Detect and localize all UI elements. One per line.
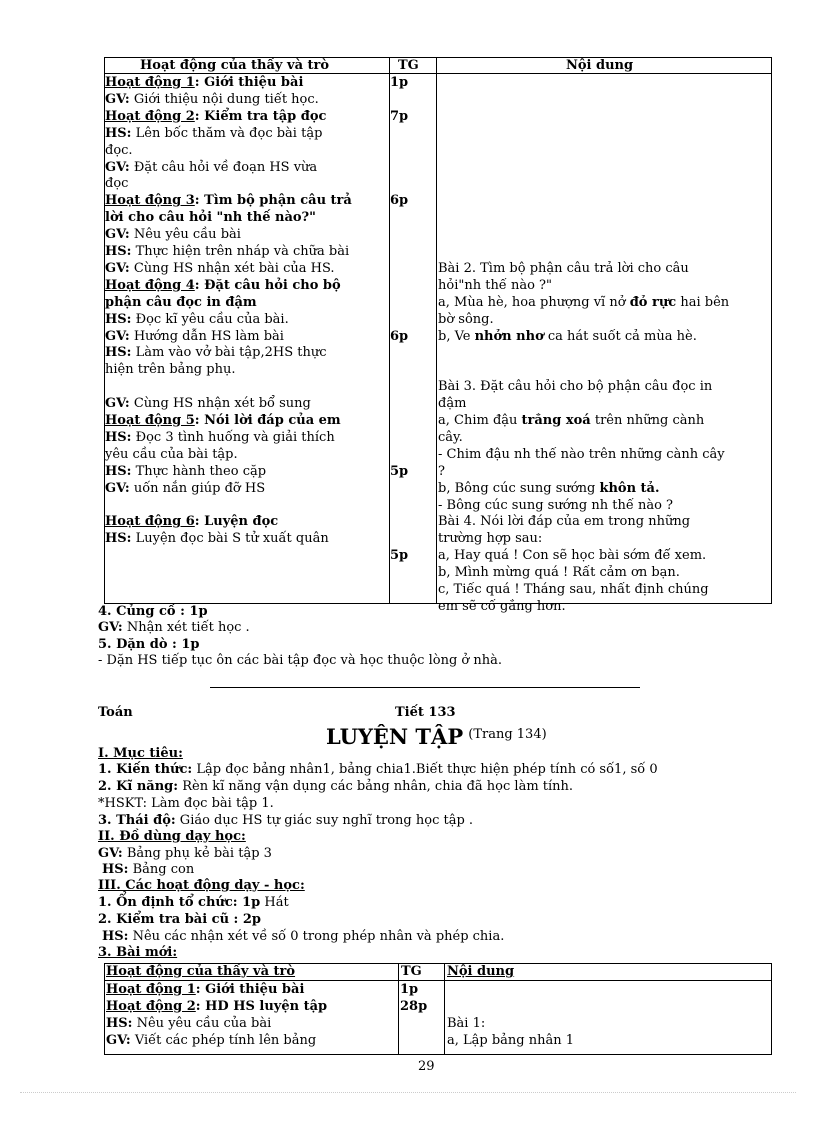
table1-activity-line bbox=[105, 261, 335, 277]
content-text: hỏi"nh thế nào ?" bbox=[438, 277, 552, 293]
content-text: ? bbox=[438, 463, 445, 479]
new-lesson-heading: 3. Bài mới: bbox=[98, 945, 178, 960]
table2-activity-line bbox=[106, 982, 304, 998]
stabilize-text: Hát bbox=[260, 895, 289, 910]
content-text: Bài 2. Tìm bộ phận câu trả lời cho câu bbox=[438, 260, 689, 276]
table1-header-content: Nội dung bbox=[566, 58, 634, 73]
table1-content-line bbox=[438, 548, 706, 564]
table1-time-cell: 7p bbox=[390, 108, 409, 124]
table1-activity-line bbox=[105, 295, 257, 311]
attitude-label: 3. Thái độ: bbox=[98, 813, 176, 828]
knowledge-label: 1. Kiến thức: bbox=[98, 762, 193, 777]
table1-content-line bbox=[438, 498, 673, 514]
activity-label: Hoạt động 4 bbox=[105, 277, 195, 293]
table2-time-cell: 28p bbox=[400, 999, 428, 1014]
content-text: bờ sông. bbox=[438, 311, 494, 327]
table1-activity-line bbox=[105, 447, 238, 463]
activity-text: Đọc 3 tình huống và giải thích bbox=[131, 429, 335, 445]
content-emphasis: nhởn nhơ bbox=[474, 328, 544, 344]
activity-title: : Nói lời đáp của em bbox=[194, 413, 341, 428]
activity-label: Hoạt động 6 bbox=[105, 514, 195, 530]
table1-content-line bbox=[438, 565, 680, 581]
activity-text: hiện trên bảng phụ. bbox=[105, 362, 236, 378]
role-label: GV: bbox=[105, 396, 130, 412]
activity-title: : Giới thiệu bài bbox=[194, 75, 304, 90]
table2-activity-line bbox=[106, 1016, 271, 1032]
table1-activity-line bbox=[105, 92, 319, 108]
table1-activity-line bbox=[105, 329, 284, 345]
table2-activity-line bbox=[106, 1033, 316, 1049]
review-hs-line bbox=[102, 929, 504, 945]
role-label: GV: bbox=[105, 227, 130, 243]
table2-header-time: TG bbox=[401, 964, 422, 979]
lesson-title: LUYỆN TẬP bbox=[326, 724, 464, 749]
table1-content-line bbox=[438, 278, 552, 294]
activity-text: Cùng HS nhận xét bài của HS. bbox=[129, 260, 335, 276]
activity-label: Hoạt động 2 bbox=[105, 108, 195, 124]
content-text: a, Chim đậu bbox=[438, 413, 522, 428]
content-text: b, Ve bbox=[438, 328, 475, 344]
table1-content-line bbox=[438, 413, 704, 429]
table1-activity-line bbox=[105, 193, 352, 209]
content-text: b, Mình mừng quá ! Rất cảm ơn bạn. bbox=[438, 565, 680, 581]
table1-content-line bbox=[438, 599, 566, 615]
table1-activity-line bbox=[105, 278, 341, 294]
table2-activity-line bbox=[106, 999, 327, 1015]
lesson-title-line bbox=[326, 724, 547, 750]
activity-label: Hoạt động 1 bbox=[105, 75, 195, 90]
table1-time-cell: 6p bbox=[390, 193, 409, 209]
subject-label: Toán bbox=[98, 705, 133, 720]
content-text: - Chim đậu nh thế nào trên những cành cây bbox=[438, 446, 725, 462]
objective-knowledge bbox=[98, 762, 658, 778]
activity-text: Luyện đọc bài S tử xuất quân bbox=[131, 531, 329, 547]
role-label: HS: bbox=[105, 125, 132, 141]
hs-text: Bảng con bbox=[128, 862, 195, 877]
table1-activity-line bbox=[105, 75, 303, 91]
skill-text: Rèn kĩ năng vận dụng các bảng nhân, chia đã học làm tính. bbox=[178, 779, 574, 794]
content-emphasis: đỏ rực bbox=[629, 294, 677, 310]
activity-text: Lên bốc thăm và đọc bài tập bbox=[131, 125, 323, 141]
table1-content-line bbox=[438, 261, 689, 277]
activities-heading: III. Các hoạt động dạy - học: bbox=[98, 878, 305, 893]
content-text: b, Bông cúc sung sướng bbox=[438, 480, 600, 496]
content-text: trường hợp sau: bbox=[438, 531, 543, 547]
role-label: GV: bbox=[105, 480, 130, 496]
role-label: HS: bbox=[105, 463, 132, 479]
hs-label: HS: bbox=[102, 862, 129, 877]
table1-activity-line bbox=[105, 227, 241, 243]
cungco-heading: 4. Củng cố : 1p bbox=[98, 604, 208, 619]
activity-text: Viết các phép tính lên bảng bbox=[130, 1033, 317, 1048]
table1-header-time: TG bbox=[398, 58, 419, 73]
materials-heading: II. Đồ dùng dạy học: bbox=[98, 829, 246, 844]
role-label: GV: bbox=[105, 328, 130, 344]
table1-content-line bbox=[438, 379, 712, 395]
content-text: a, Hay quá ! Con sẽ học bài sớm để xem. bbox=[438, 548, 707, 564]
table1-time-cell: 6p bbox=[390, 328, 409, 344]
table1-activity-line bbox=[105, 396, 311, 412]
activity-text: đọc. bbox=[105, 142, 133, 158]
role-label: HS: bbox=[106, 1016, 133, 1031]
table1-time-cell: 1p bbox=[390, 75, 409, 90]
materials-hs bbox=[102, 862, 194, 878]
table1-activity-line bbox=[105, 430, 335, 446]
table1-activity-line bbox=[105, 210, 316, 226]
table1-content-line bbox=[438, 295, 729, 311]
table1-activity-line bbox=[105, 312, 289, 328]
activity-text: Thực hiện trên nháp và chữa bài bbox=[131, 244, 350, 259]
table1-activity-line bbox=[105, 345, 327, 361]
table1-content-line bbox=[438, 447, 725, 463]
step-stabilize bbox=[98, 895, 289, 911]
table1-content-line bbox=[438, 329, 697, 345]
role-label: HS: bbox=[105, 531, 132, 547]
gv-text: Bảng phụ kẻ bài tập 3 bbox=[122, 846, 272, 861]
activity-title: phận câu đọc in đậm bbox=[105, 294, 257, 310]
table1-header-activity: Hoạt động của thầy và trò bbox=[140, 58, 330, 73]
table1-activity-line bbox=[105, 362, 235, 378]
content-text: Bài 3. Đặt câu hỏi cho bộ phận câu đọc in bbox=[438, 379, 713, 395]
role-label: GV: bbox=[105, 260, 130, 276]
activity-text: Đọc kĩ yêu cầu của bài. bbox=[131, 311, 289, 327]
table1-activity-line bbox=[105, 143, 133, 159]
activity-title: : Đặt câu hỏi cho bộ bbox=[194, 277, 341, 293]
table2-content-cell: Bài 1: bbox=[447, 1016, 486, 1031]
activity-text: Thực hành theo cặp bbox=[131, 463, 267, 479]
dando-text: - Dặn HS tiếp tục ôn các bài tập đọc và học thuộc lòng ở nhà. bbox=[98, 653, 502, 668]
hs-label: HS: bbox=[102, 929, 129, 944]
table1-activity-line bbox=[105, 464, 266, 480]
content-text: c, Tiếc quá ! Tháng sau, nhất định chúng bbox=[438, 582, 709, 597]
table1-content-line bbox=[438, 312, 494, 328]
role-label: GV: bbox=[105, 159, 130, 175]
skill-label: 2. Kĩ năng: bbox=[98, 779, 179, 794]
objective-skill bbox=[98, 779, 573, 795]
activity-text: đọc bbox=[105, 176, 129, 192]
role-label: HS: bbox=[105, 345, 132, 361]
activity-label: Hoạt động 2 bbox=[106, 999, 196, 1014]
table1-content-line bbox=[438, 464, 445, 480]
activity-title: : Kiểm tra tập đọc bbox=[194, 108, 327, 124]
table1-activity-line bbox=[105, 244, 349, 260]
table2-header-activity: Hoạt động của thầy và trò bbox=[106, 964, 296, 979]
table1-content-line bbox=[438, 430, 463, 446]
page-number: 29 bbox=[418, 1059, 435, 1074]
period-label: Tiết 133 bbox=[395, 705, 456, 720]
table2-header-content: Nội dung bbox=[447, 964, 515, 979]
activity-title: : Luyện đọc bbox=[194, 514, 279, 530]
table1-content-line bbox=[438, 582, 709, 598]
table1-activity-line bbox=[105, 126, 322, 142]
knowledge-text: Lập đọc bảng nhân1, bảng chia1.Biết thực hiện phép tính có số1, số 0 bbox=[192, 762, 658, 777]
table1-time-cell: 5p bbox=[390, 463, 409, 479]
table1-activity-line bbox=[105, 413, 341, 429]
content-text: em sẽ cố gắng hơn. bbox=[438, 598, 566, 614]
objective-hskt: *HSKT: Làm đọc bài tập 1. bbox=[98, 796, 274, 811]
activity-text: Làm vào vở bài tập,2HS thực bbox=[131, 345, 327, 361]
table1-content-line bbox=[438, 481, 660, 497]
activity-text: Nêu yêu cầu của bài bbox=[132, 1016, 272, 1031]
table1-content-line bbox=[438, 531, 542, 547]
activity-title: lời cho câu hỏi "nh thế nào?" bbox=[105, 210, 316, 226]
content-emphasis: khôn tả. bbox=[599, 480, 660, 496]
materials-gv bbox=[98, 846, 272, 862]
objectives-heading: I. Mục tiêu: bbox=[98, 746, 183, 761]
activity-text: Giới thiệu nội dung tiết học. bbox=[129, 91, 319, 107]
gv-text: Nhận xét tiết học . bbox=[122, 620, 250, 635]
content-text: trên những cành bbox=[590, 413, 705, 428]
activity-text: uốn nắn giúp đỡ HS bbox=[129, 480, 266, 496]
dando-heading: 5. Dặn dò : 1p bbox=[98, 637, 200, 652]
gv-label: GV: bbox=[98, 620, 123, 635]
review-text: Nêu các nhận xét về số 0 trong phép nhân và phép chia. bbox=[128, 929, 505, 944]
table1-time-cell: 5p bbox=[390, 548, 409, 564]
table1-activity-line bbox=[105, 531, 329, 547]
lesson-page-ref: (Trang 134) bbox=[468, 727, 547, 742]
stabilize-label: 1. Ổn định tổ chức: 1p bbox=[98, 895, 261, 910]
content-emphasis: trắng xoá bbox=[521, 413, 591, 428]
table1-content-line bbox=[438, 396, 466, 412]
table2-content-cell: a, Lập bảng nhân 1 bbox=[447, 1033, 575, 1048]
table1-activity-line bbox=[105, 109, 326, 125]
objective-attitude bbox=[98, 813, 473, 829]
table1-activity-line bbox=[105, 160, 317, 176]
role-label: GV: bbox=[106, 1033, 131, 1048]
table1-activity-line bbox=[105, 514, 278, 530]
content-text: ca hát suốt cả mùa hè. bbox=[543, 328, 697, 344]
activity-label: Hoạt động 5 bbox=[105, 413, 195, 428]
activity-label: Hoạt động 1 bbox=[106, 982, 196, 997]
role-label: HS: bbox=[105, 429, 132, 445]
activity-text: Cùng HS nhận xét bổ sung bbox=[129, 396, 311, 412]
activity-text: Nêu yêu cầu bài bbox=[129, 227, 241, 243]
content-text: a, Mùa hè, hoa phượng vĩ nở bbox=[438, 294, 630, 310]
activity-title: : Tìm bộ phận câu trả bbox=[194, 193, 352, 209]
role-label: HS: bbox=[105, 311, 132, 327]
table1-content-line bbox=[438, 514, 690, 530]
role-label: GV: bbox=[105, 91, 130, 107]
table1-activity-line bbox=[105, 481, 265, 497]
cungco-gv-line bbox=[98, 620, 250, 636]
table2-time-cell: 1p bbox=[400, 982, 419, 997]
activity-label: Hoạt động 3 bbox=[105, 193, 195, 209]
role-label: HS: bbox=[105, 244, 132, 259]
attitude-text: Giáo dục HS tự giác suy nghĩ trong học tập . bbox=[175, 813, 474, 828]
step-review: 2. Kiểm tra bài cũ : 2p bbox=[98, 912, 262, 927]
section-divider bbox=[210, 687, 640, 688]
content-text: đậm bbox=[438, 396, 467, 412]
content-text: hai bên bbox=[676, 294, 730, 310]
content-text: - Bông cúc sung sướng nh thế nào ? bbox=[438, 497, 674, 513]
content-text: Bài 4. Nói lời đáp của em trong những bbox=[438, 514, 691, 530]
activity-text: yêu cầu của bài tập. bbox=[105, 446, 238, 462]
activity-text: Đặt câu hỏi về đoạn HS vừa bbox=[129, 159, 318, 175]
gv-label: GV: bbox=[98, 846, 123, 861]
table1-activity-line bbox=[105, 176, 128, 192]
activity-text: Hướng dẫn HS làm bài bbox=[129, 328, 284, 344]
content-text: cây. bbox=[438, 429, 463, 445]
page-bottom-dotted-rule bbox=[20, 1092, 796, 1093]
activity-title: : HD HS luyện tập bbox=[195, 999, 328, 1014]
activity-title: : Giới thiệu bài bbox=[195, 982, 305, 997]
